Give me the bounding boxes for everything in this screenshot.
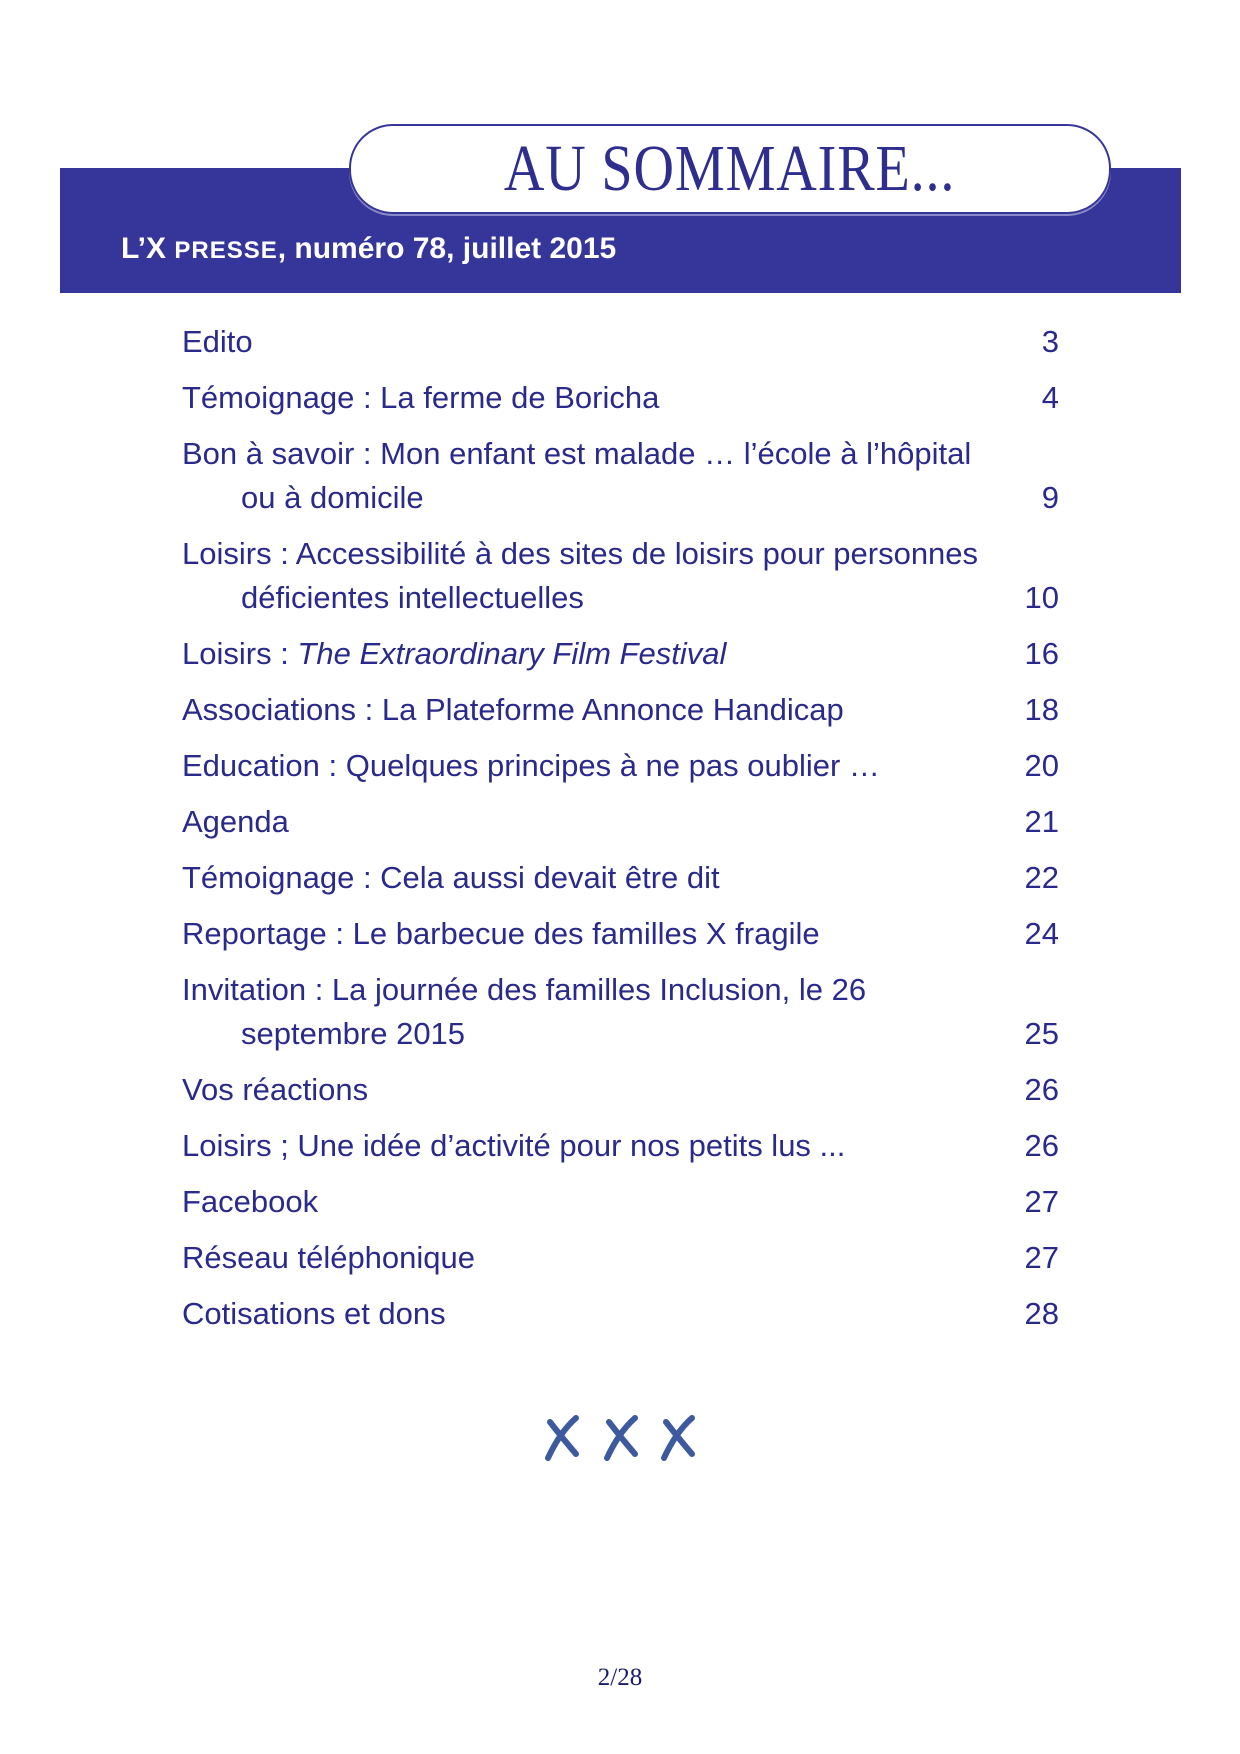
toc-entry[interactable] [182, 1124, 1059, 1168]
toc-title-text: Vos réactions [182, 1072, 369, 1107]
toc-title-text: Cotisations et dons [182, 1296, 446, 1331]
toc-entry-title [182, 856, 1011, 900]
page-number: 2/28 [597, 1664, 643, 1691]
table-of-contents [182, 320, 1059, 1348]
toc-page-number: 22 [1024, 860, 1059, 895]
title-banner [349, 124, 1111, 214]
toc-title-text: Loisirs : Accessibilité à des sites de loisirs pour personnes déficientes intellectuelles [182, 536, 979, 615]
toc-entry-title [182, 320, 1011, 364]
toc-title-text: Loisirs ; Une idée d’activité pour nos petits lus ... [182, 1128, 846, 1163]
toc-entry-title [182, 432, 1011, 520]
toc-title-text: Associations : La Plateforme Annonce Handicap [182, 692, 844, 727]
toc-title-text: Réseau téléphonique [182, 1240, 476, 1275]
toc-page-number: 4 [1041, 380, 1059, 415]
toc-entry[interactable] [182, 856, 1059, 900]
toc-title-italic: The Extraordinary Film Festival [297, 636, 727, 671]
toc-entry-title [182, 1236, 1011, 1280]
xxx-logo-icon [540, 1410, 700, 1466]
toc-entry[interactable] [182, 632, 1059, 676]
toc-entry-title [182, 1180, 1011, 1224]
toc-page-number: 27 [1024, 1240, 1059, 1275]
toc-entry-title [182, 532, 1011, 620]
toc-entry-title [182, 1292, 1011, 1336]
toc-page-number: 26 [1024, 1072, 1059, 1107]
toc-entry[interactable] [182, 1180, 1059, 1224]
toc-title-text: Edito [182, 324, 253, 359]
toc-entry-title [182, 1124, 1011, 1168]
toc-entry-title [182, 376, 1011, 420]
toc-entry[interactable] [182, 532, 1059, 620]
toc-page-number: 9 [1041, 480, 1059, 515]
subtitle-prefix: L’X [121, 232, 175, 265]
toc-entry[interactable] [182, 968, 1059, 1056]
toc-entry[interactable] [182, 744, 1059, 788]
toc-entry-title [182, 744, 1011, 788]
toc-entry[interactable] [182, 432, 1059, 520]
toc-title-text: Loisirs : [182, 636, 298, 671]
toc-entry[interactable] [182, 800, 1059, 844]
toc-entry-title [182, 968, 1011, 1056]
toc-title-text: Témoignage : Cela aussi devait être dit [182, 860, 720, 895]
toc-title-text: Reportage : Le barbecue des familles X fragile [182, 916, 820, 951]
toc-page-number: 3 [1041, 324, 1059, 359]
toc-entry-title [182, 800, 1011, 844]
toc-title-text: Education : Quelques principes à ne pas oublier … [182, 748, 880, 783]
toc-entry[interactable] [182, 688, 1059, 732]
toc-page-number: 18 [1024, 692, 1059, 727]
toc-entry[interactable] [182, 1068, 1059, 1112]
toc-title-text: Invitation : La journée des familles Inclusion, le 26 septembre 2015 [182, 972, 867, 1051]
toc-page-number: 28 [1024, 1296, 1059, 1331]
toc-entry-title [182, 632, 1011, 676]
toc-page-number: 10 [1024, 580, 1059, 615]
toc-entry[interactable] [182, 376, 1059, 420]
toc-entry-title [182, 912, 1011, 956]
page-title: AU SOMMAIRE... [504, 132, 956, 205]
toc-title-text: Agenda [182, 804, 289, 839]
toc-page-number: 20 [1024, 748, 1059, 783]
toc-title-text: Témoignage : La ferme de Boricha [182, 380, 660, 415]
toc-entry[interactable] [182, 1292, 1059, 1336]
toc-entry[interactable] [182, 320, 1059, 364]
toc-title-text: Facebook [182, 1184, 319, 1219]
toc-page-number: 24 [1024, 916, 1059, 951]
toc-page-number: 26 [1024, 1128, 1059, 1163]
toc-page-number: 21 [1024, 804, 1059, 839]
toc-entry-title [182, 1068, 1011, 1112]
toc-entry[interactable] [182, 1236, 1059, 1280]
toc-page-number: 27 [1024, 1184, 1059, 1219]
toc-entry[interactable] [182, 912, 1059, 956]
toc-title-text: Bon à savoir : Mon enfant est malade … l’école à l’hôpital ou à domicile [182, 436, 972, 515]
toc-entry-title [182, 688, 1011, 732]
subtitle-smallcaps: PRESSE [174, 237, 278, 264]
toc-page-number: 25 [1024, 1016, 1059, 1051]
toc-page-number: 16 [1024, 636, 1059, 671]
subtitle-rest: , numéro 78, juillet 2015 [277, 232, 617, 265]
issue-subtitle [121, 231, 616, 269]
